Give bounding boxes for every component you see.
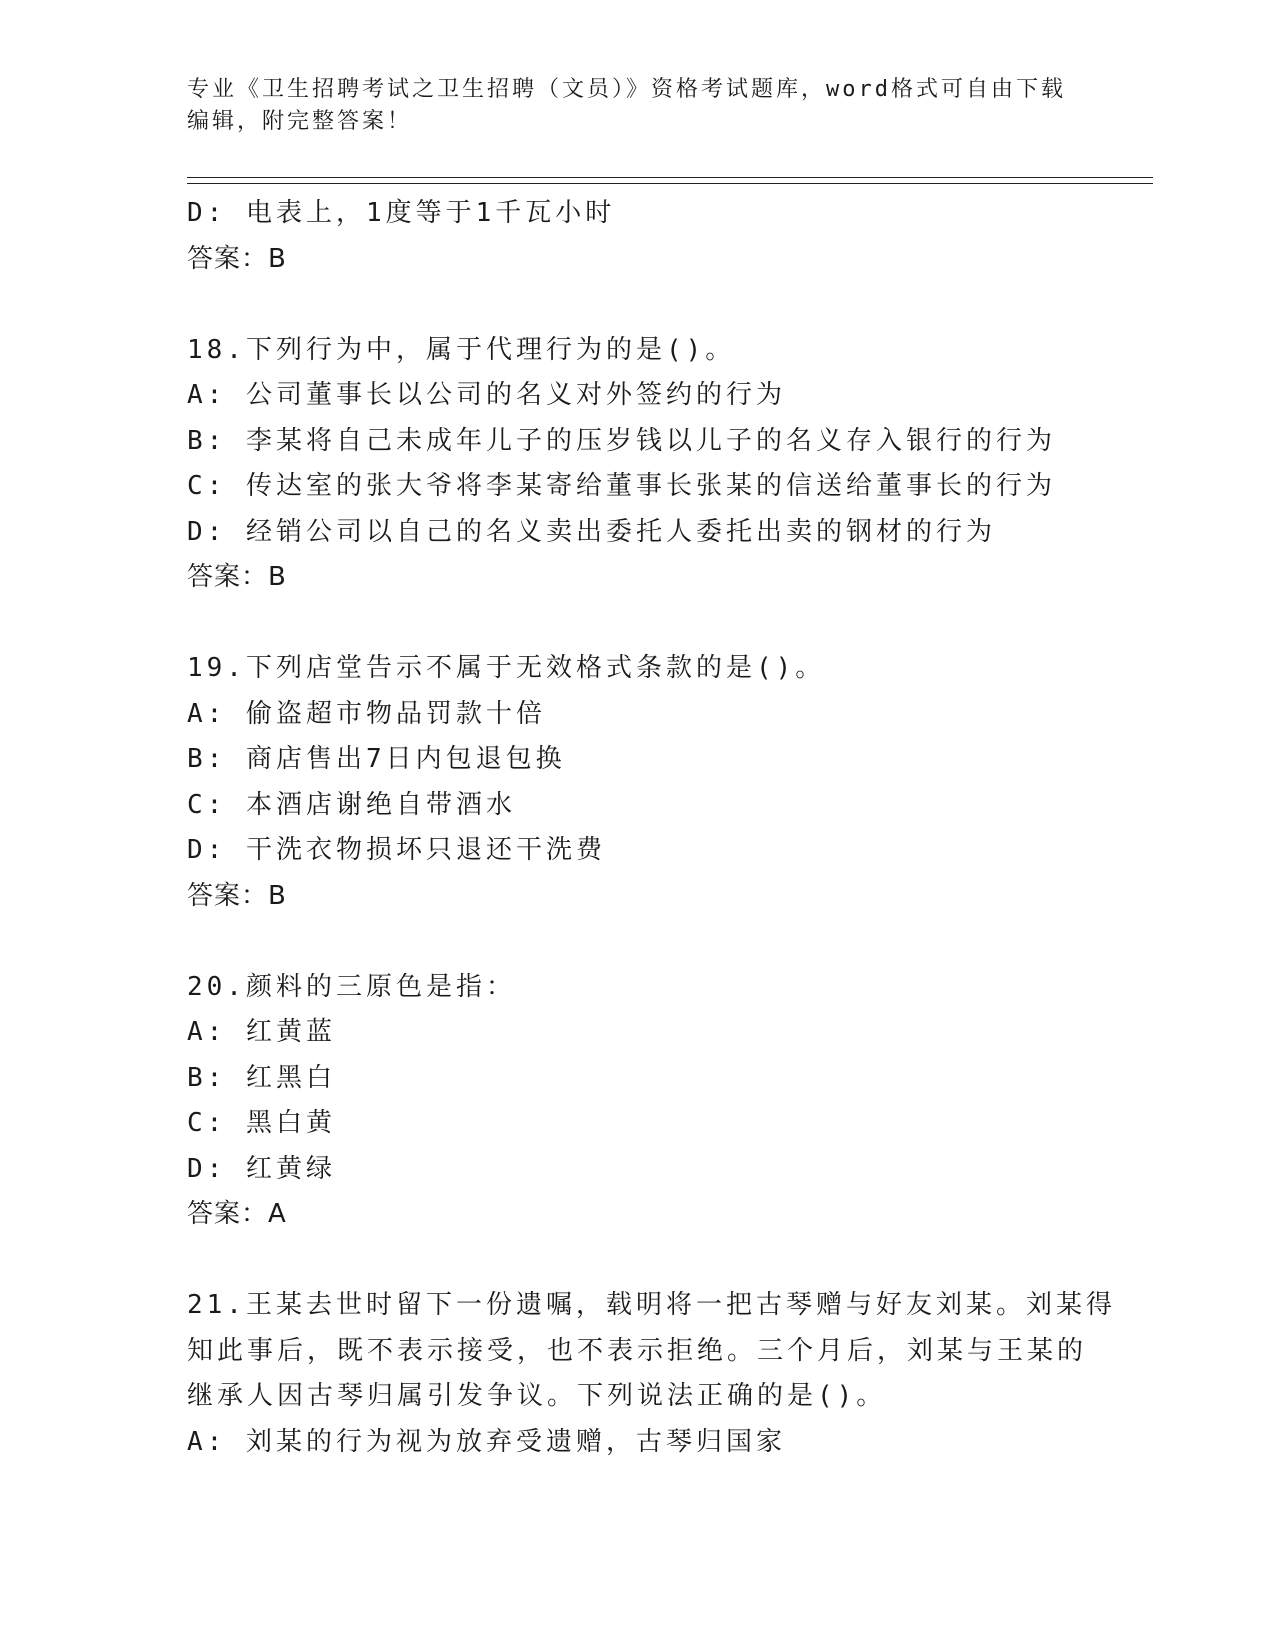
option-d: D: 电表上，1度等于1千瓦小时 [187,198,616,228]
question-20 [187,965,1087,1238]
spacer [187,919,1087,965]
question-text: 18.下列行为中，属于代理行为的是()。 [187,334,736,365]
question-text-line-2: 知此事后，既不表示接受，也不表示拒绝。三个月后，刘某与王某的 [187,1335,1088,1366]
spacer [187,282,1087,328]
option-c: C: 本酒店谢绝自带酒水 [187,789,516,820]
option-d: D: 经销公司以自己的名义卖出委托人委托出卖的钢材的行为 [187,516,996,547]
spacer [187,601,1087,647]
question-text: 19.下列店堂告示不属于无效格式条款的是()。 [187,653,826,683]
option-a: A: 红黄蓝 [187,1017,336,1047]
question-17-tail [187,191,1087,282]
header-line-2: 编辑，附完整答案！ [187,109,413,134]
option-a: A: 公司董事长以公司的名义对外签约的行为 [187,380,786,410]
question-text: 20.颜料的三原色是指： [187,971,516,1002]
option-c: C: 传达室的张大爷将李某寄给董事长张某的信送给董事长的行为 [187,471,1056,501]
option-b: B: 商店售出7日内包退包换 [187,744,566,774]
question-text-line-3: 继承人因古琴归属引发争议。下列说法正确的是()。 [187,1381,887,1411]
header-divider [187,177,1153,184]
option-b: B: 红黑白 [187,1062,336,1093]
answer: 答案：B [187,880,287,911]
question-19 [187,646,1087,919]
spacer [187,1238,1087,1284]
answer: 答案：B [187,562,287,592]
question-list [187,191,1116,1465]
option-a: A: 偷盗超市物品罚款十倍 [187,698,546,729]
header-line-1: 专业《卫生招聘考试之卫生招聘（文员）》资格考试题库，word格式可自由下载 [187,77,1066,102]
question-21 [187,1283,1116,1465]
option-d: D: 红黄绿 [187,1153,336,1184]
answer: 答案：B [187,243,287,274]
option-c: C: 黑白黄 [187,1108,336,1138]
option-b: B: 李某将自己未成年儿子的压岁钱以儿子的名义存入银行的行为 [187,425,1056,456]
question-text-line-1: 21.王某去世时留下一份遗嘱，载明将一把古琴赠与好友刘某。刘某得 [187,1290,1116,1320]
option-d: D: 干洗衣物损坏只退还干洗费 [187,835,606,865]
option-a: A: 刘某的行为视为放弃受遗赠，古琴归国家 [187,1426,786,1457]
question-18 [187,328,1087,601]
document-header [187,74,1087,138]
answer: 答案：A [187,1199,287,1229]
